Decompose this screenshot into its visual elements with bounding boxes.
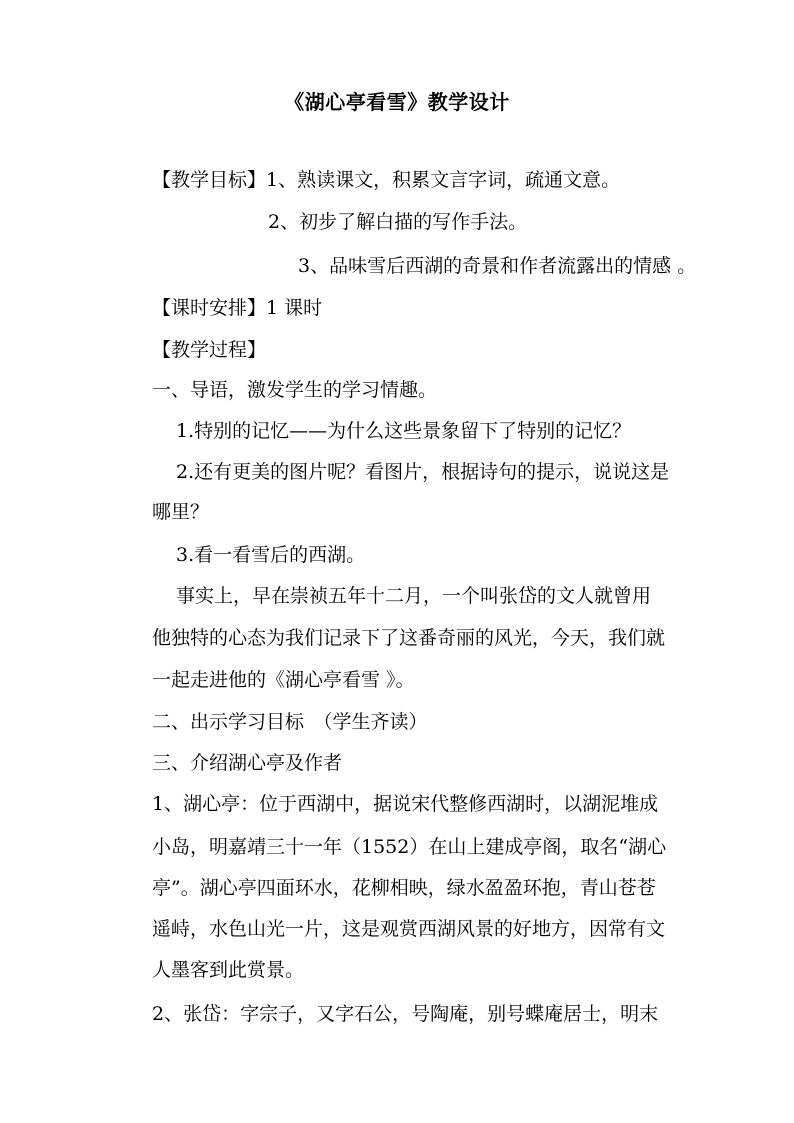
paragraph-line: 2.还有更美的图片呢？看图片，根据诗句的提示，说说这是	[176, 461, 670, 483]
paragraph-line: 3.看一看雪后的西湖。	[176, 544, 366, 566]
teaching-goal-3: 3、品味雪后西湖的奇景和作者流露出的情感 。	[298, 255, 697, 277]
paragraph-line: 亭”。湖心亭四面环水，花柳相映，绿水盈盈环抱，青山苍苍	[152, 877, 656, 899]
class-schedule: 【课时安排】1 课时	[152, 297, 323, 319]
paragraph-line: 哪里？	[152, 501, 210, 523]
paragraph-line: 遥峙，水色山光一片，这是观赏西湖风景的好地方，因常有文	[152, 918, 666, 940]
document-title: 《湖心亭看雪》教学设计	[284, 90, 510, 114]
paragraph-line: 2、张岱：字宗子，又字石公，号陶庵，别号蝶庵居士，明末	[152, 1003, 659, 1025]
paragraph-line: 小岛，明嘉靖三十一年（1552）在山上建成亭阁，取名“湖心	[152, 836, 667, 858]
paragraph-line: 他独特的心态为我们记录下了这番奇丽的风光，今天，我们就	[152, 627, 666, 649]
paragraph-line: 1、湖心亭：位于西湖中，据说宋代整修西湖时，以湖泥堆成	[152, 793, 659, 815]
step-one-heading: 一、导语，激发学生的学习情趣。	[152, 379, 438, 401]
step-two-heading: 二、出示学习目标 （学生齐读）	[152, 711, 428, 733]
teaching-goal-2: 2、初步了解白描的写作手法。	[268, 211, 528, 233]
paragraph-line: 事实上，早在崇祯五年十二月，一个叫张岱的文人就曾用	[176, 585, 652, 607]
teaching-goal-1: 【教学目标】1、熟读课文，积累文言字词，疏通文意。	[152, 169, 621, 191]
paragraph-line: 1.特别的记忆——为什么这些景象留下了特别的记忆？	[176, 420, 632, 442]
section-heading-process: 【教学过程】	[152, 339, 267, 361]
step-three-heading: 三、介绍湖心亭及作者	[152, 752, 343, 774]
paragraph-line: 一起走进他的《湖心亭看雪 》。	[152, 669, 415, 691]
paragraph-line: 人墨客到此赏景。	[152, 959, 305, 981]
